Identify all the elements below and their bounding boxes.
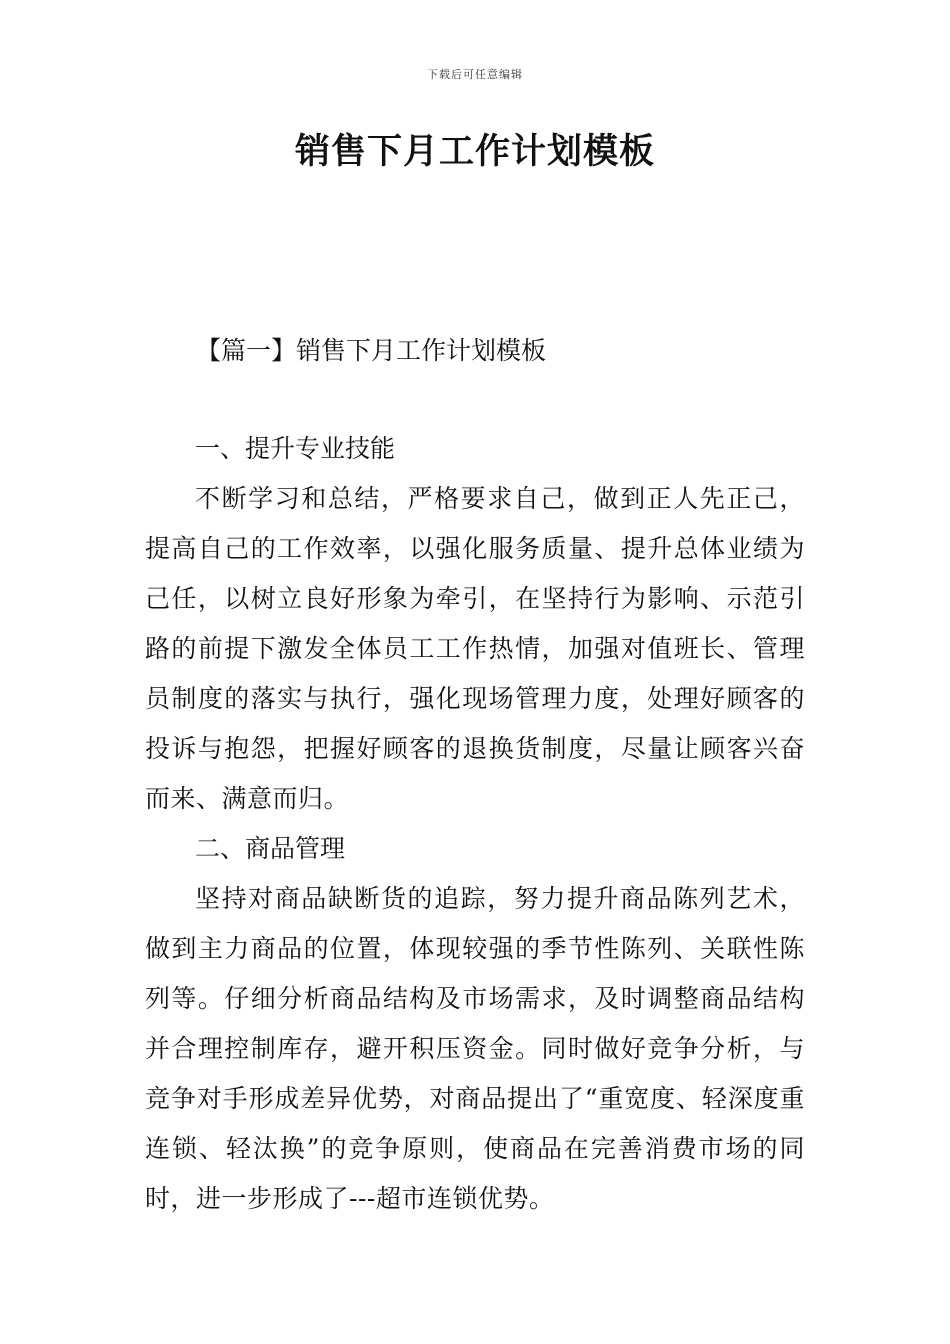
section-title: 【篇一】销售下月工作计划模板 bbox=[196, 336, 547, 365]
paragraph-skills: 不断学习和总结，严格要求自己，做到正人先正己，提高自己的工作效率，以强化服务质量、提升总体业绩为己任，以树立良好形象为牵引，在坚持行为影响、示范引路的前提下激发全体员工工作热情，加强对值班长、管理员制度的落实与执行，强化现场管理力度，处理好顾客的投诉与抱怨，把握好顾客的退换货制度，尽量让顾客兴奋而来、满意而归。 bbox=[145, 484, 805, 813]
section-heading-skills: 一、提升专业技能 bbox=[195, 434, 396, 463]
document-body bbox=[145, 424, 805, 1224]
paragraph-goods: 坚持对商品缺断货的追踪，努力提升商品陈列艺术，做到主力商品的位置，体现较强的季节性陈列、关联性陈列等。仔细分析商品结构及市场需求，及时调整商品结构并合理控制库存，避开积压资金。同时做好竞争分析，与竞争对手形成差异优势，对商品提出了“重宽度、轻深度重连锁、轻汰换”的竞争原则，使商品在完善消费市场的同时，进一步形成了---超市连锁优势。 bbox=[145, 884, 805, 1213]
header-note: 下载后可任意编辑 bbox=[427, 68, 523, 81]
section-heading-goods: 二、商品管理 bbox=[195, 834, 346, 863]
document-title: 销售下月工作计划模板 bbox=[294, 132, 655, 172]
